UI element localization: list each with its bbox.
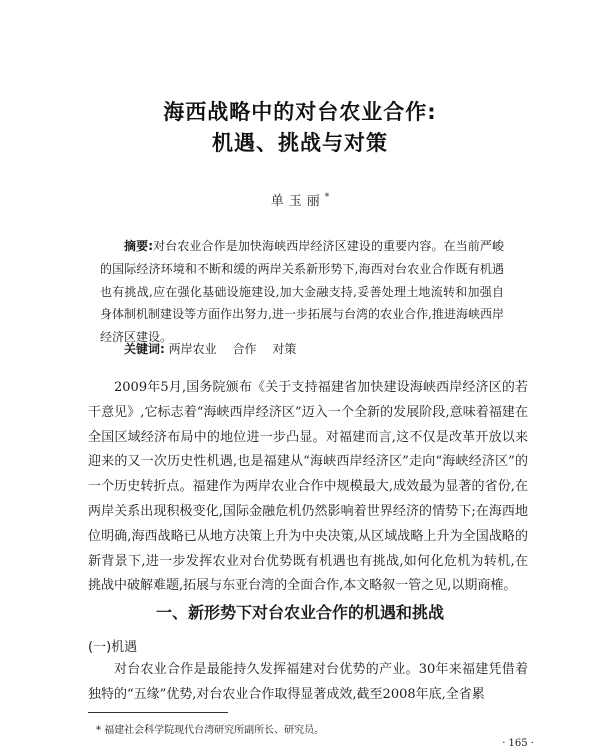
keyword-item: 两岸农业: [168, 342, 217, 356]
keyword-item: 对策: [272, 342, 297, 356]
author-line: [0, 190, 600, 209]
subsection-heading: (一)机遇: [88, 640, 138, 655]
article-title-line-2: 机遇、挑战与对策: [212, 131, 388, 155]
footnote: [96, 724, 516, 738]
abstract-text: 对台农业合作是加快海峡西岸经济区建设的重要内容。在当前严峻的国际经济环境和不断和缓的两岸关系新形势下,海西对台农业合作既有机遇也有挑战,应在强化基础设施建设,加大金融支持,妥善处理土地流转和加强自身体制机制建设等方面作出努力,进一步拓展与台湾的农业合作,推进海峡西岸经济区建设。: [100, 239, 504, 345]
keyword-item: 合作: [232, 342, 257, 356]
body-paragraph-1: 2009年5月,国务院颁布《关于支持福建省加快建设海峡西岸经济区的若干意见》,它标志着“海峡西岸经济区”迈入一个全新的发展阶段,意味着福建在全国区域经济布局中的地位进一步凸显。对福建而言,这不仅是改革开放以来迎来的又一次历史性机遇,也是福建从“海峡西岸经济区”走向“海峡经济区”的一个历史转折点。福建作为两岸农业合作中规模最大,成效最为显著的省份,在两岸关系出现积极变化,国际金融危机仍然影响着世界经济的情势下;在海西地位明确,海西战略已从地方决策上升为中央决策,从区域战略上升为全国战略的新背景下,进一步发挥农业对台优势既有机遇也有挑战,如何化危机为转机,在挑战中破解难题,拓展与东亚台湾的全面合作,本文略叙一管之见,以期商榷。: [88, 380, 528, 594]
keywords: [100, 340, 504, 358]
page-number: · 165 ·: [502, 738, 534, 749]
author-footnote-mark: *: [324, 192, 330, 203]
article-title-line-1: 海西战略中的对台农业合作:: [163, 100, 437, 124]
abstract-label: 摘要:: [124, 239, 154, 253]
section-heading: 一、新形势下对台农业合作的机遇和挑战: [155, 603, 444, 622]
body-paragraph-2: 对台农业合作是最能持久发挥福建对台优势的产业。30年来福建凭借着独特的“五缘”优势,对台农业合作取得显著成效,截至2008年底,全省累: [88, 662, 528, 702]
footnote-divider: [88, 712, 228, 713]
footnote-text: 福建社会科学院现代台湾研究所副所长、研究员。: [104, 725, 325, 736]
footnote-mark: *: [96, 725, 101, 736]
keywords-label: 关键词:: [124, 342, 165, 356]
author-name: 单玉丽: [270, 194, 325, 209]
abstract: [100, 235, 504, 349]
